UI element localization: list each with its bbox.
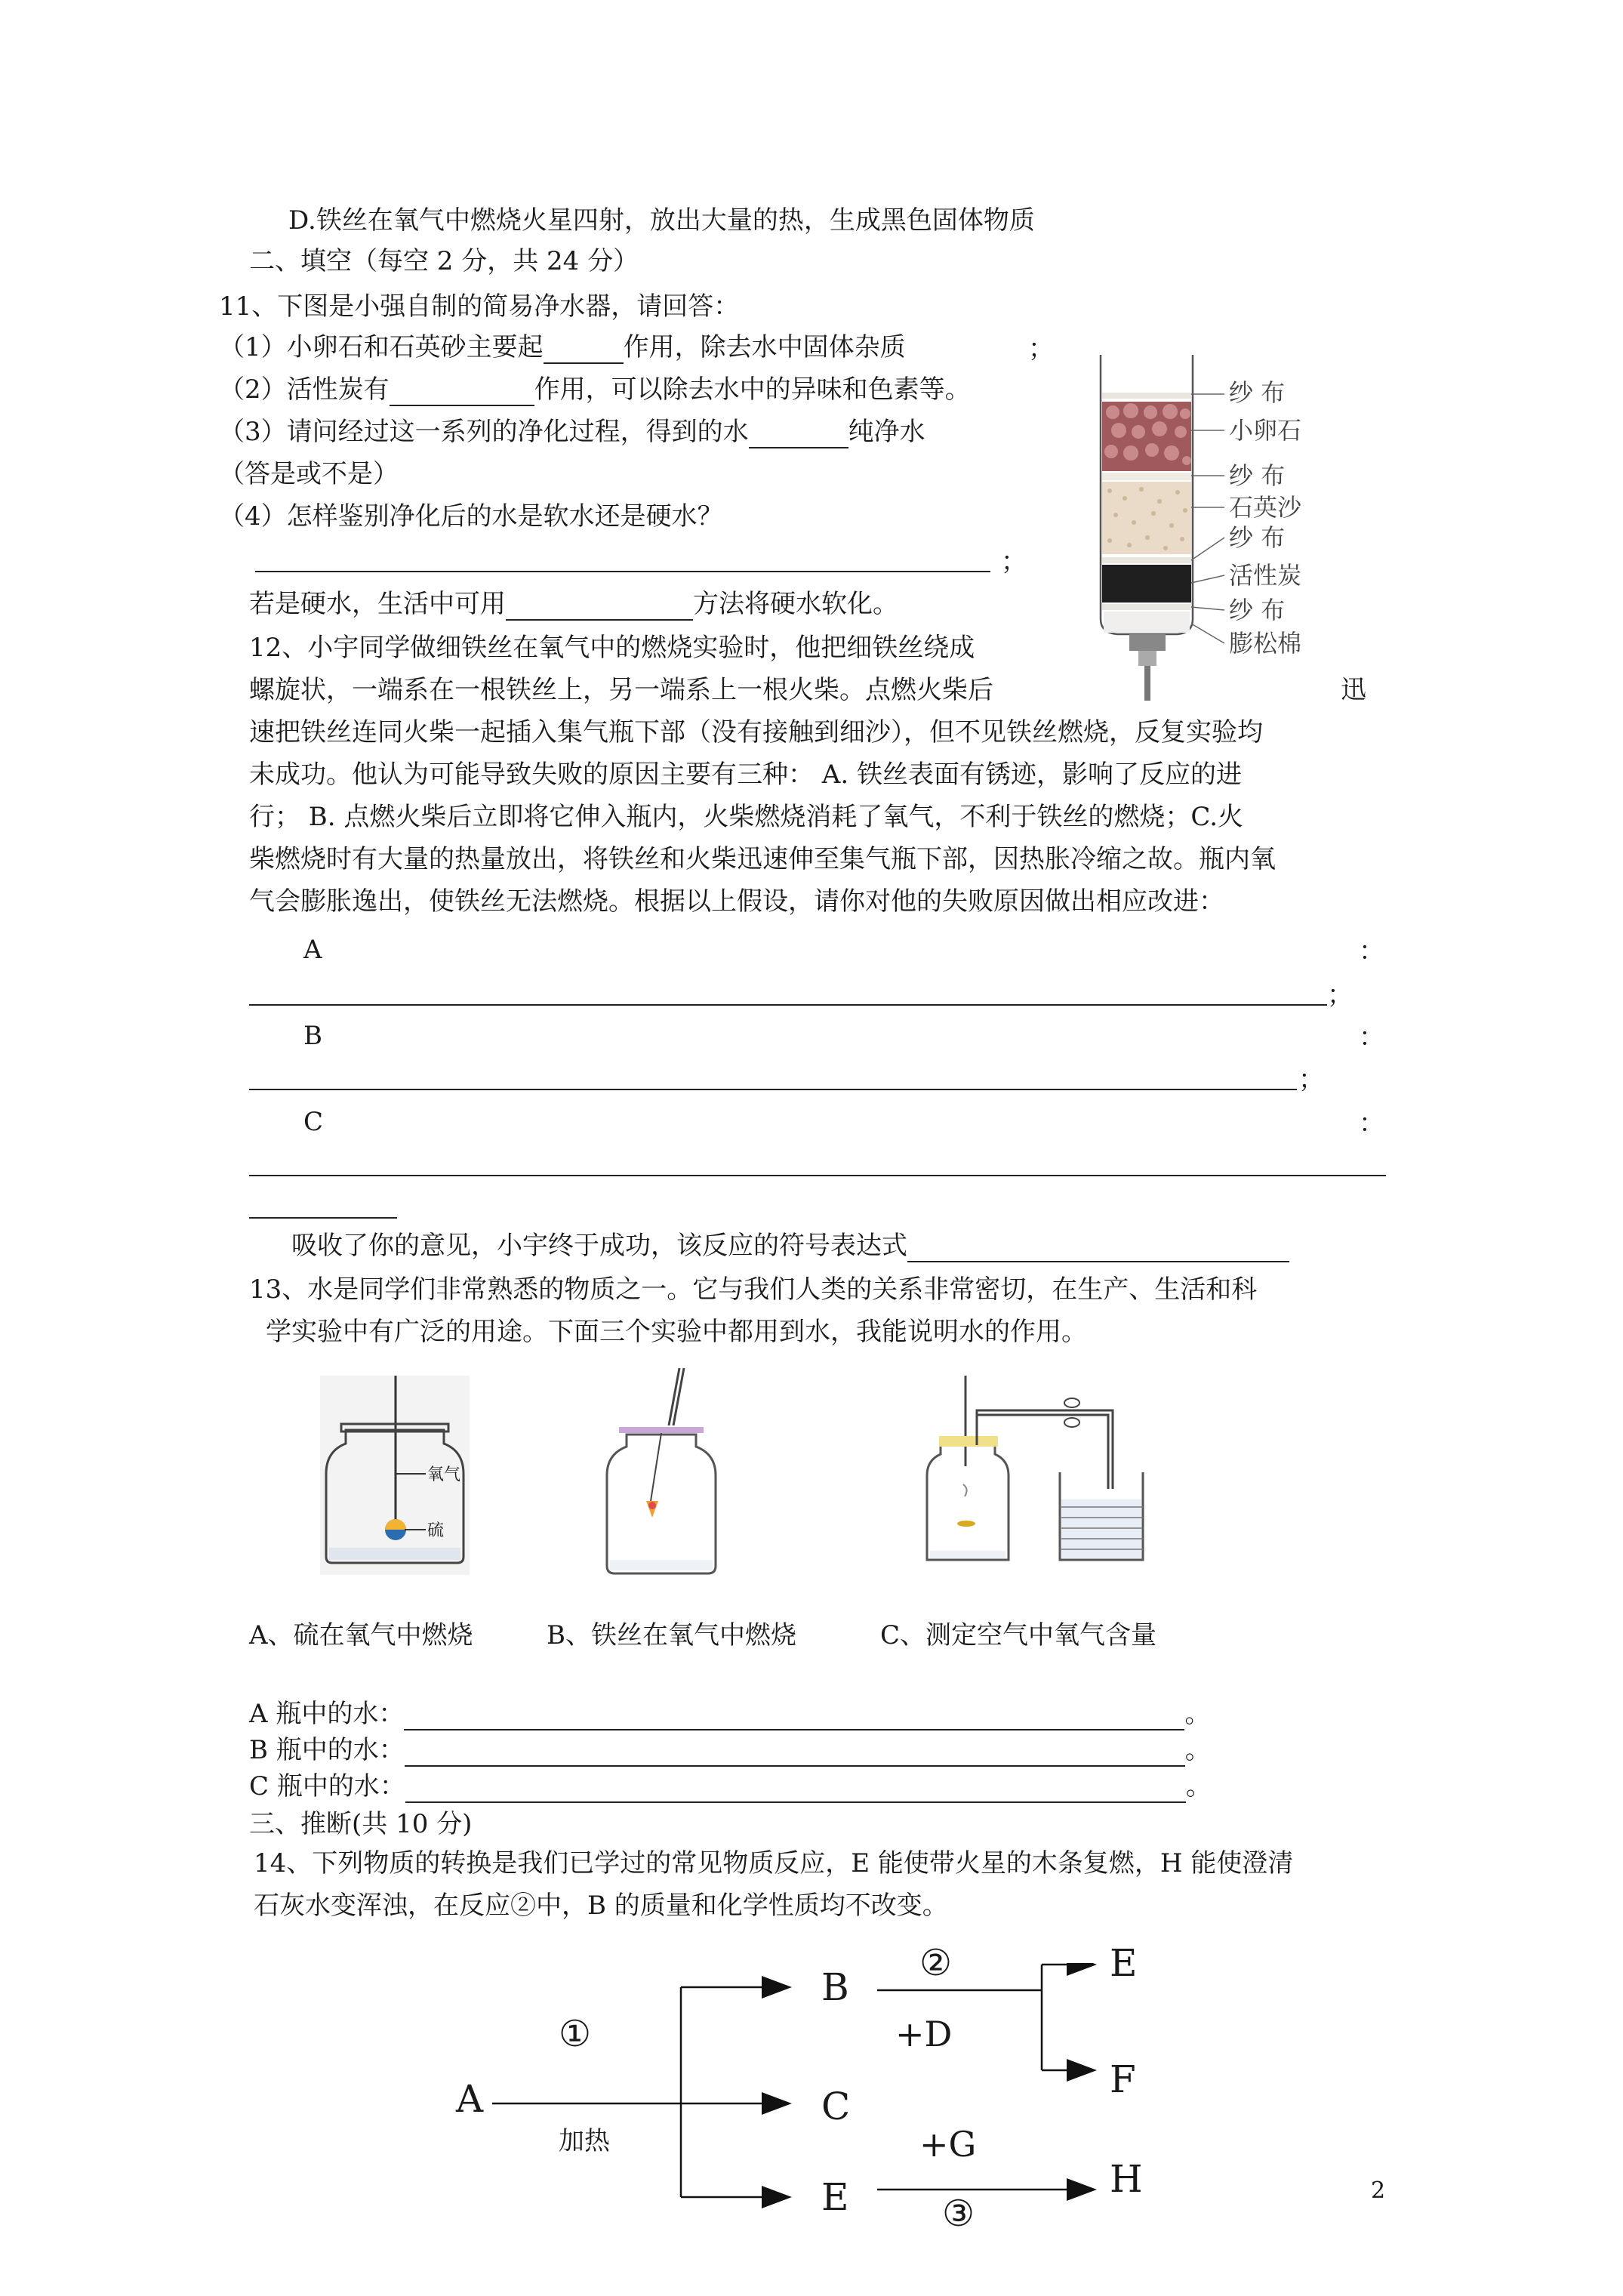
q12-answer-c-label: C xyxy=(303,1107,324,1137)
q12-line-2: 螺旋状，一端系在一根铁丝上，另一端系上一根火柴。点燃火柴后 xyxy=(249,675,993,705)
q11-part2 xyxy=(219,373,971,406)
q12-answer-a-colon: ： xyxy=(1359,936,1384,966)
section3-title: 三、推断(共 10 分) xyxy=(249,1809,473,1839)
filter-label-gauze-1: 纱 布 xyxy=(1229,378,1286,407)
reaction-1-marker: ① xyxy=(559,2013,592,2055)
q13-answer-b xyxy=(249,1734,1211,1767)
filter-label-gauze-3: 纱 布 xyxy=(1229,523,1286,552)
q13-line-2: 学实验中有广泛的用途。下面三个实验中都用到水，我能说明水的作用。 xyxy=(266,1317,1087,1347)
caption-c: C、测定空气中氧气含量 xyxy=(880,1620,1157,1650)
q11-blank-5[interactable] xyxy=(506,592,693,621)
q12-tail-text: 吸收了你的意见，小宇终于成功，该反应的符号表达式 xyxy=(291,1231,907,1261)
reaction-2-condition: +D xyxy=(895,2014,953,2054)
filter-label-activated-carbon: 活性炭 xyxy=(1229,561,1302,590)
reaction-node-h: H xyxy=(1110,2157,1143,2201)
q13-answer-c-period: 。 xyxy=(1185,1771,1212,1801)
section2-title: 二、填空（每空 2 分，共 24 分） xyxy=(249,246,639,276)
filter-label-quartz-sand: 石英沙 xyxy=(1229,493,1302,522)
q12-line-1: 12、小宇同学做细铁丝在氧气中的燃烧实验时，他把细铁丝绕成 xyxy=(249,633,975,663)
q12-line-3: 速把铁丝连同火柴一起插入集气瓶下部（没有接触到细沙），但不见铁丝燃烧，反复实验均 xyxy=(249,717,1263,747)
reaction-node-e: E xyxy=(821,2175,849,2219)
q14-line-1: 14、下列物质的转换是我们已学过的常见物质反应，E 能使带火星的木条复燃，H 能使澄清 xyxy=(254,1848,1294,1878)
q11-blank-2[interactable] xyxy=(390,378,534,406)
q11-p3-text-b: 纯净水 xyxy=(848,417,925,447)
filter-label-gauze-4: 纱 布 xyxy=(1229,596,1286,624)
reaction-node-e-product: E xyxy=(1110,1941,1138,1985)
q11-p5-text-a: 若是硬水，生活中可用 xyxy=(249,589,506,619)
q11-p1-text-a: （1）小卵石和石英砂主要起 xyxy=(219,332,544,362)
reaction-node-a: A xyxy=(456,2077,484,2121)
q11-p3-text-a: （3）请问经过这一系列的净化过程，得到的水 xyxy=(219,417,749,447)
figure-b-iron-wire-jar xyxy=(601,1365,722,1578)
filter-label-gauze-2: 纱 布 xyxy=(1229,461,1286,490)
q12-answer-b-end: ； xyxy=(1298,1065,1324,1095)
q11-p2-text-a: （2）活性炭有 xyxy=(219,374,390,405)
reaction-3-marker: ③ xyxy=(942,2193,975,2235)
q13-answer-b-period: 。 xyxy=(1184,1735,1211,1765)
reaction-2-marker: ② xyxy=(919,1942,953,1984)
q11-p5-text-b: 方法将硬水软化。 xyxy=(693,589,898,619)
q12-answer-c-line-2[interactable] xyxy=(249,1217,397,1219)
reaction-1-condition: 加热 xyxy=(559,2126,610,2156)
q11-stem: 11、下图是小强自制的简易净水器，请回答： xyxy=(219,291,740,322)
q12-answer-c-line[interactable] xyxy=(249,1175,1386,1176)
q12-answer-a-end: ； xyxy=(1327,980,1353,1010)
figure-c-oxygen-measurement xyxy=(924,1376,1150,1566)
q11-p1-end: ； xyxy=(1028,334,1054,364)
q10-option-d: D.铁丝在氧气中燃烧火星四射，放出大量的热，生成黑色固体物质 xyxy=(288,205,1035,236)
q12-answer-b-line[interactable] xyxy=(249,1089,1297,1090)
reaction-node-c: C xyxy=(821,2085,851,2128)
q11-p2-text-b: 作用，可以除去水中的异味和色素等。 xyxy=(534,374,971,405)
q11-blank-4[interactable] xyxy=(255,571,990,572)
q12-line-7: 气会膨胀逸出，使铁丝无法燃烧。根据以上假设，请你对他的失败原因做出相应改进： xyxy=(249,886,1224,917)
q12-equation-blank[interactable] xyxy=(907,1234,1289,1262)
filter-label-pebbles: 小卵石 xyxy=(1229,416,1302,445)
q12-line-4: 未成功。他认为可能导致失败的原因主要有三种： A. 铁丝表面有锈迹，影响了反应的进 xyxy=(249,760,1242,790)
reaction-node-b: B xyxy=(821,1965,849,2009)
page-number: 2 xyxy=(1371,2177,1386,2204)
q12-line-2-end: 迅 xyxy=(1341,675,1366,705)
q13-answer-b-label: B 瓶中的水： xyxy=(249,1735,405,1765)
filter-label-cotton: 膨松棉 xyxy=(1229,629,1302,658)
q12-answer-a-label: A xyxy=(303,935,322,965)
q11-part3 xyxy=(219,415,925,448)
reaction-node-f: F xyxy=(1110,2057,1136,2101)
fig-a-label-oxygen: 氧气 xyxy=(427,1465,461,1484)
q14-line-2: 石灰水变浑浊，在反应②中，B 的质量和化学性质均不改变。 xyxy=(254,1891,948,1921)
fig-a-label-sulfur: 硫 xyxy=(427,1521,445,1540)
q13-answer-c xyxy=(249,1770,1212,1803)
q13-answer-b-blank[interactable] xyxy=(405,1738,1185,1767)
caption-b: B、铁丝在氧气中燃烧 xyxy=(547,1620,796,1650)
q11-part1 xyxy=(219,331,906,364)
reaction-diagram-lines xyxy=(483,1963,1117,2212)
q12-answer-b-colon: ： xyxy=(1359,1022,1384,1052)
q13-answer-c-label: C 瓶中的水： xyxy=(249,1771,405,1801)
q13-line-1: 13、水是同学们非常熟悉的物质之一。它与我们人类的关系非常密切，在生产、生活和科 xyxy=(249,1274,1258,1305)
q12-line-5: 行； B. 点燃火柴后立即将它伸入瓶内，火柴燃烧消耗了氧气，不利于铁丝的燃烧；C.火 xyxy=(249,802,1244,832)
caption-a: A、硫在氧气中燃烧 xyxy=(249,1620,473,1650)
q11-blank-1[interactable] xyxy=(544,335,624,364)
q11-p4-end: ； xyxy=(1001,547,1027,577)
q11-part5 xyxy=(249,587,898,621)
q12-answer-c-colon: ： xyxy=(1359,1108,1384,1139)
q11-p3-note: （答是或不是） xyxy=(219,459,399,489)
q13-answer-a-blank[interactable] xyxy=(404,1702,1184,1730)
q13-answer-a-period: 。 xyxy=(1184,1699,1211,1729)
q11-p1-text-b: 作用，除去水中固体杂质 xyxy=(623,332,906,362)
q12-answer-a-line[interactable] xyxy=(249,1004,1327,1006)
q11-part4: （4）怎样鉴别净化后的水是软水还是硬水？ xyxy=(219,501,723,532)
q12-tail xyxy=(291,1229,1289,1262)
reaction-3-condition: +G xyxy=(919,2124,977,2165)
q13-answer-a-label: A 瓶中的水： xyxy=(249,1699,405,1729)
q12-line-6: 柴燃烧时有大量的热量放出，将铁丝和火柴迅速伸至集气瓶下部，因热胀冷缩之故。瓶内氧 xyxy=(249,844,1276,874)
q13-answer-a xyxy=(249,1697,1210,1730)
q11-blank-3[interactable] xyxy=(749,420,848,448)
q12-answer-b-label: B xyxy=(303,1021,322,1051)
q13-answer-c-blank[interactable] xyxy=(405,1774,1186,1803)
